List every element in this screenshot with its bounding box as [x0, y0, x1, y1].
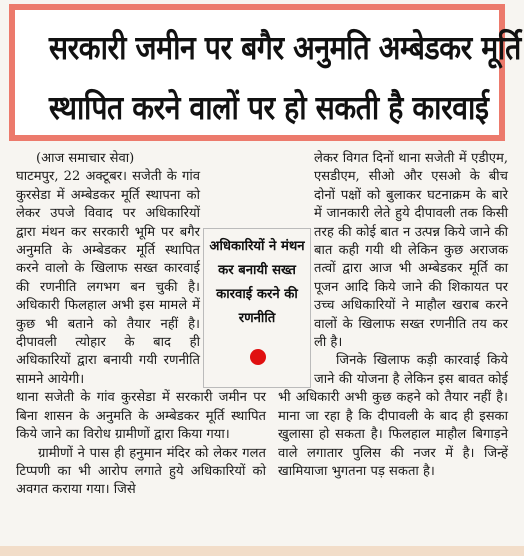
article-right-column: [278, 150, 508, 481]
pull-quote-text: अधिकारियों ने मंथन कर बनायी सख्त कारवाई करने की रणनीति: [209, 239, 305, 326]
page-bottom-strip: [0, 546, 524, 556]
headline-box: [9, 4, 521, 141]
article-paragraph: जिनके खिलाफ कड़ी कारवाई किये जाने की योजना है लेकिन इस बावत कोई भी अधिकारी अभी कुछ कहने को तैयार नहीं है। माना जा रहा है कि दीपावली के बाद ही इसका खुलासा हो सकता है। फिलहाल माहौल बिगाड़ने वाले लगातार पुलिस की नजर में है। जिन्हें खामियाजा भुगतना पड़ सकता है।: [278, 353, 508, 479]
pull-quote-box: [203, 228, 311, 388]
news-service-credit: (आज समाचार सेवा): [36, 151, 135, 166]
article-paragraph: ग्रामीणों ने पास ही हनुमान मंदिर को लेकर गलत टिप्पणी का भी आरोप लगाते हुये अधिकारियों को अवगत कराया गया। जिसे: [16, 445, 266, 498]
red-dot-icon: [250, 349, 266, 365]
headline-line-1: सरकारी जमीन पर बगैर अनुमति अम्बेडकर मूर्ति: [48, 28, 521, 67]
headline-line-2: स्थापित करने वालों पर हो सकती है कारवाई: [48, 88, 489, 127]
article-paragraph: घाटमपुर, 22 अक्टूबर। सजेती के गांव कुरसेडा में अम्बेडकर मूर्ति स्थापना को लेकर उपजे विवाद पर अधिकारियों द्वारा मंथन कर सरकारी भूमि पर बगैर अनुमति के अम्बेडकर मूर्ति स्थापित करने वालो के खिलाफ सख्त कारवाई की रणनीति लगभग बन चुकी है। अधिकारी फिलहाल अभी इस मामले में कुछ भी बताने को तैयार नहीं है। दीपावली त्योहार के बाद ही अधिकारियों द्वारा बनायी गयी रणनीति सामने आयेगी।: [16, 168, 266, 389]
article-paragraph: लेकर विगत दिनों थाना सजेती में एडीएम, एसडीएम, सीओ और एसओ के बीच दोनों पक्षों को बुलाकर घटनाक्रम के बारे में जानकारी लेते हुये दीपावली तक किसी तरह की कोई बात न उत्पन्न किये जाने की बात कही गयी थी लेकिन कुछ अराजक तत्वों द्वारा आज भी अम्बेडकर मूर्ति का पूजन आदि किये जाने की शिकायत पर उच्च अधिकारियों ने माहौल खराब करने वालों के खिलाफ सख्त रणनीति तय कर ली है।: [278, 150, 508, 352]
article-paragraph: थाना सजेती के गांव कुरसेडा में सरकारी जमीन पर बिना शासन के अनुमति के अम्बेडकर मूर्ति स्थापित किये जाने का विरोध ग्रामीणों द्वारा किया गया।: [16, 390, 266, 443]
